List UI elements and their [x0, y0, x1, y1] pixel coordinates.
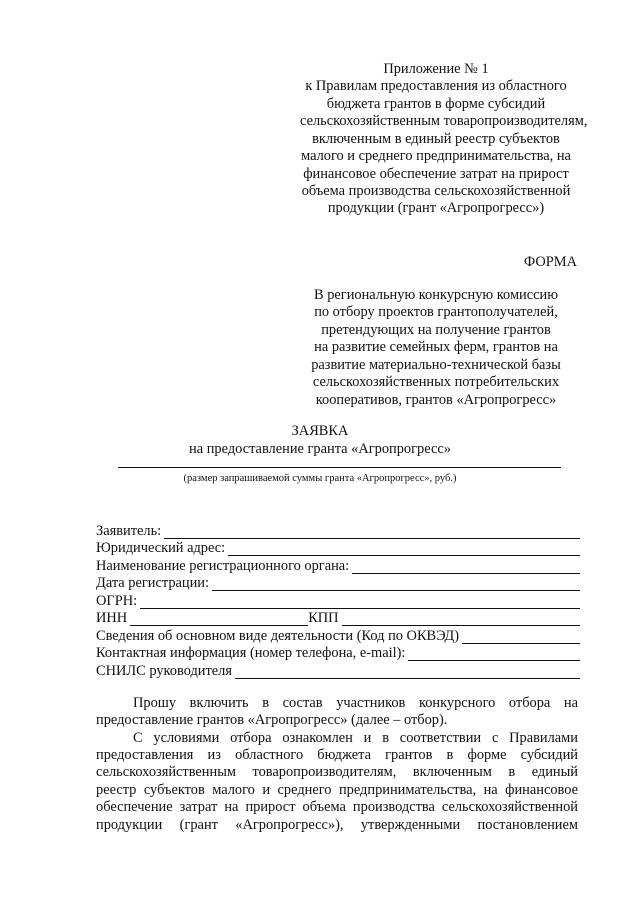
ogrn-input[interactable]: [140, 596, 580, 609]
appendix-line: малого и среднего предпринимательства, на: [301, 148, 571, 164]
registration-authority-label: Наименование регистрационного органа:: [96, 558, 350, 574]
appendix-title: Приложение № 1: [383, 61, 489, 77]
inn-label: ИНН: [96, 610, 128, 626]
ogrn-label: ОГРН:: [96, 593, 138, 609]
snils-label: СНИЛС руководителя: [96, 663, 232, 679]
paragraph-line: предоставление грантов «Агропрогресс» (далее – отбор).: [96, 712, 448, 728]
field-ogrn: [96, 593, 580, 609]
addressee-line: претендующих на получение грантов: [321, 322, 551, 338]
appendix-line: сельскохозяйственным товаропроизводителям,: [300, 113, 588, 129]
addressee-line: сельскохозяйственных потребительских: [312, 374, 560, 390]
field-snils: [96, 663, 580, 679]
addressee-line: на развитие семейных ферм, грантов на: [314, 339, 558, 355]
paragraph-line: Прошу включить в состав участников конкурсного отбора на: [133, 695, 578, 711]
application-subtitle: на предоставление гранта «Агропрогресс»: [189, 441, 451, 457]
field-registration-date: [96, 575, 580, 591]
legal-address-input[interactable]: [228, 543, 580, 556]
registration-date-input[interactable]: [212, 578, 580, 591]
registration-authority-input[interactable]: [352, 561, 580, 574]
amount-field-line[interactable]: [118, 467, 561, 468]
application-title: ЗАЯВКА: [291, 423, 349, 439]
main-activity-input[interactable]: [462, 631, 580, 644]
addressee-line: по отбору проектов грантополучателей,: [314, 304, 558, 320]
contact-info-input[interactable]: [408, 648, 580, 661]
field-main-activity: [96, 628, 580, 644]
field-inn-kpp: [96, 610, 580, 626]
addressee-line: В региональную конкурсную комиссию: [314, 287, 558, 303]
contact-info-label: Контактная информация (номер телефона, e-mail):: [96, 645, 406, 661]
appendix-line: продукции (грант «Агропрогресс»): [327, 200, 545, 216]
main-activity-label: Сведения об основном виде деятельности (Код по ОКВЭД): [96, 628, 460, 644]
paragraph-line: С условиями отбора ознакомлен и в соответствии с Правилами: [133, 730, 578, 746]
form-label: ФОРМА: [523, 254, 577, 270]
legal-address-label: Юридический адрес:: [96, 540, 226, 556]
paragraph-line: обеспечение затрат на прирост объема производства сельскохозяйственной: [96, 799, 578, 815]
field-registration-authority: [96, 558, 580, 574]
kpp-label: КПП: [308, 610, 339, 626]
applicant-input[interactable]: [164, 526, 580, 539]
snils-input[interactable]: [235, 666, 580, 679]
appendix-line: финансовое обеспечение затрат на прирост: [303, 166, 569, 182]
amount-caption: (размер запрашиваемой суммы гранта «Агропрогресс», руб.): [183, 473, 457, 484]
appendix-line: к Правилам предоставления из областного: [305, 78, 567, 94]
field-legal-address: [96, 540, 580, 556]
appendix-line: включенным в единый реестр субъектов: [312, 131, 560, 147]
applicant-label: Заявитель:: [96, 523, 162, 539]
appendix-line: объема производства сельскохозяйственной: [301, 183, 571, 199]
registration-date-label: Дата регистрации:: [96, 575, 210, 591]
field-contact-info: [96, 645, 580, 661]
addressee-line: кооперативов, грантов «Агропрогресс»: [315, 392, 557, 408]
paragraph-line: реестр субъектов малого и среднего предпринимательства, на финансовое: [96, 782, 578, 798]
paragraph-line: продукции (грант «Агропрогресс»), утвержденными постановлением: [96, 817, 578, 833]
kpp-input[interactable]: [342, 613, 580, 626]
field-applicant: [96, 523, 580, 539]
appendix-line: бюджета грантов в форме субсидий: [326, 96, 546, 112]
inn-input[interactable]: [130, 613, 308, 626]
paragraph-line: сельскохозяйственным товаропроизводителям, включенным в единый: [96, 764, 578, 780]
addressee-line: развитие материально-технической базы: [311, 357, 561, 373]
paragraph-line: предоставления из областного бюджета грантов в форме субсидий: [96, 747, 578, 763]
